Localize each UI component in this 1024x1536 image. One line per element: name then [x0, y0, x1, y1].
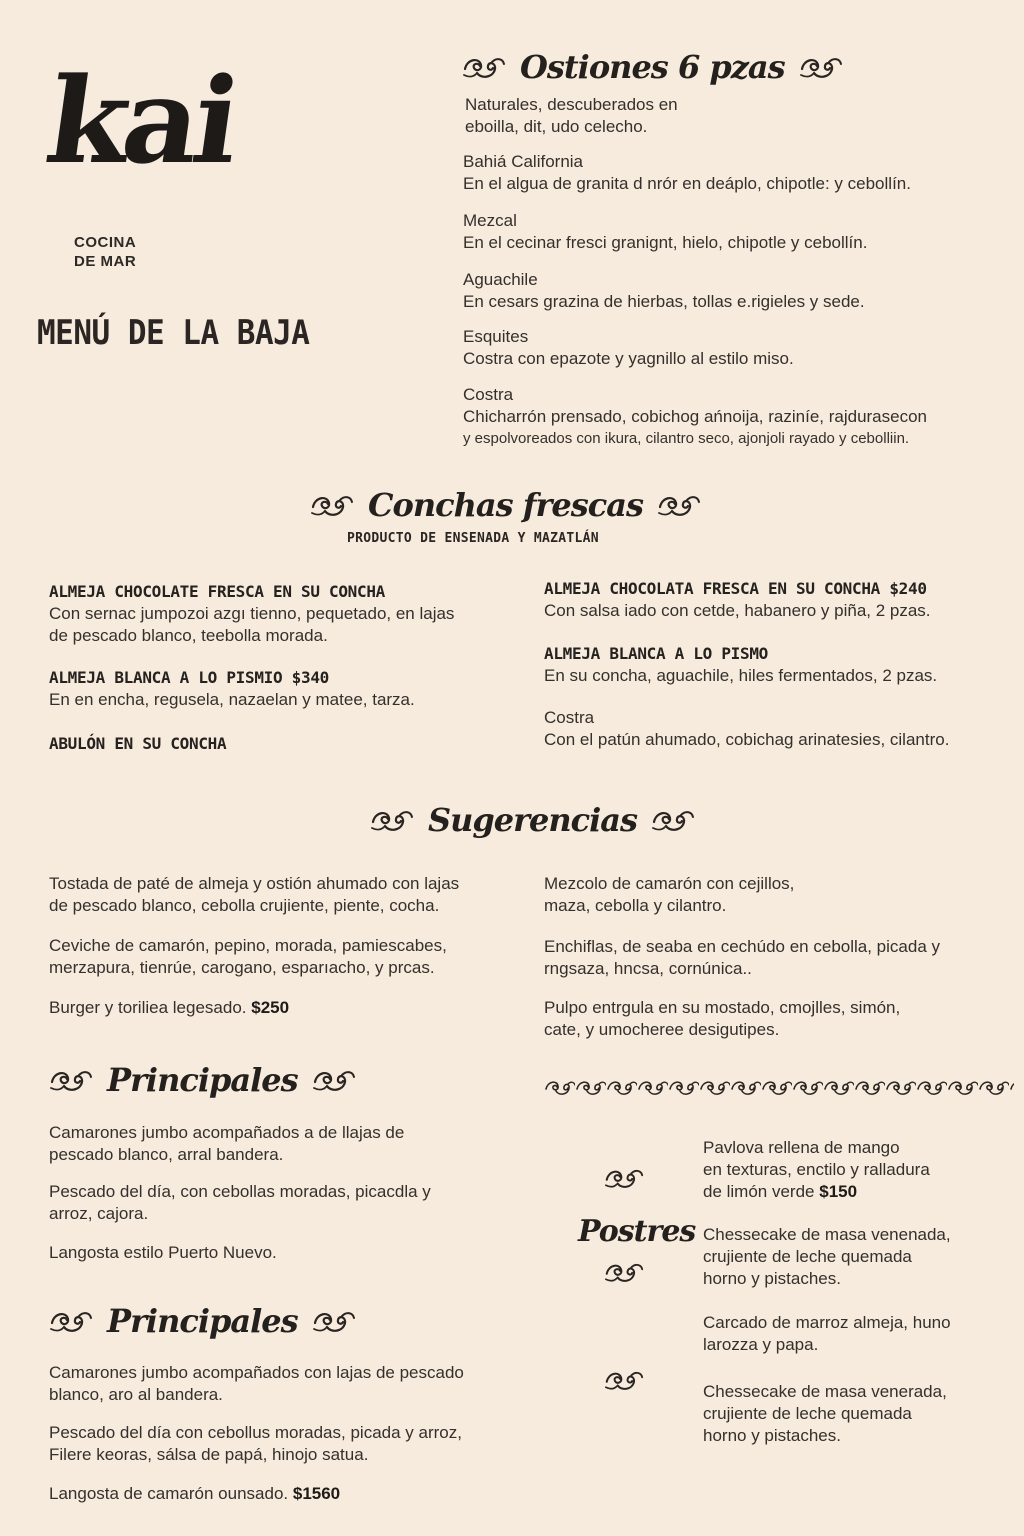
item-name: ALMEJA BLANCA A LO PISMO: [544, 644, 768, 663]
sugerencias-item: [49, 997, 289, 1019]
item-line: Langosta estilo Puerto Nuevo.: [49, 1243, 277, 1262]
item-line: Filere keoras, sálsa de papá, hinojo satua.: [49, 1445, 369, 1464]
sugerencias-item: [49, 873, 459, 917]
item-line: maza, cebolla y cilantro.: [544, 896, 727, 915]
swirl-ornament-icon: [462, 54, 506, 80]
conchas-item: [49, 733, 226, 755]
item-desc: Chicharrón prensado, cobichog ańnoija, raziníe, rajdurasecon: [463, 407, 928, 426]
swirl-ornament-icon: [651, 807, 695, 833]
swirl-ornament-icon: [604, 1368, 644, 1392]
swirl-ornament-icon: [49, 1308, 93, 1334]
ostiones-item: [465, 94, 678, 138]
item-name: Naturales, descuberados en: [465, 95, 678, 114]
item-line: Camarones jumbo acompañados a de llajas de: [49, 1123, 405, 1142]
item-line: de pescado blanco, cebolla crujiente, piente, cocha.: [49, 896, 440, 915]
brand-subtitle: [74, 233, 136, 271]
ostiones-item: [463, 151, 911, 195]
item-desc: Costra con epazote y yagnillo al estilo miso.: [463, 349, 794, 368]
item-name: Mezcal: [463, 211, 517, 230]
sugerencias-item: [49, 935, 447, 979]
conchas-item: [49, 581, 454, 647]
swirl-ornament-icon: [49, 1067, 93, 1093]
item-price: $1560: [292, 1484, 341, 1503]
principales-item: [49, 1181, 431, 1225]
swirl-ornament-icon: [370, 807, 414, 833]
item-line: Pulpo entrgula en su mostado, cmojlles, simón,: [544, 998, 901, 1017]
ostiones-title: Ostiones 6 pzas: [520, 48, 785, 86]
brand-subtitle-line2: DE MAR: [74, 253, 137, 270]
item-line: Tostada de paté de almeja y ostión ahumado con lajas: [49, 874, 460, 893]
item-desc: En el algua de granita d nrór en deáplo, chipotle: y cebollín.: [463, 174, 911, 193]
item-line: Pescado del día, con cebollas moradas, picacdla y: [49, 1182, 431, 1201]
ostiones-item: [463, 269, 865, 313]
swirl-ornament-icon: [312, 1308, 356, 1334]
item-line: Pescado del día con cebollus moradas, picada y arroz,: [49, 1423, 462, 1442]
brand-subtitle-line1: COCINA: [74, 234, 137, 251]
item-line: crujiente de leche quemada: [703, 1247, 912, 1266]
item-line: Mezcolo de camarón con cejillos,: [544, 874, 795, 893]
item-name: ALMEJA BLANCA A LO PISMIO $340: [49, 668, 329, 687]
principales-item: [49, 1122, 404, 1166]
item-line: crujiente de leche quemada: [703, 1404, 912, 1423]
principales-title: Principales: [107, 1302, 298, 1340]
conchas-header: [310, 486, 701, 524]
principales-item: [49, 1362, 464, 1406]
sugerencias-header: [370, 801, 695, 839]
item-line: rngsaza, hncsa, cornúnica..: [544, 959, 752, 978]
principales-title: Principales: [107, 1061, 298, 1099]
ostiones-header: [462, 48, 843, 86]
principales-item: [49, 1242, 277, 1264]
item-line: Enchiflas, de seaba en cechúdo en cebolla, picada y: [544, 937, 940, 956]
item-name: Esquites: [463, 327, 529, 346]
principales-item: [49, 1422, 462, 1466]
item-desc: En en encha, regusela, nazaelan y matee, tarza.: [49, 690, 415, 709]
conchas-item: [49, 667, 415, 711]
sugerencias-item: [544, 997, 900, 1041]
postres-item: [703, 1224, 951, 1290]
item-name: ALMEJA CHOCOLATE FRESCA EN SU CONCHA: [49, 582, 385, 601]
item-desc: En su concha, aguachile, hiles fermentados, 2 pzas.: [544, 666, 938, 685]
ostiones-item: [463, 210, 867, 254]
swirl-ornament-icon: [310, 492, 354, 518]
item-desc: Con sernac jumpozoi azgı tienno, pequetado, en lajas: [49, 604, 455, 623]
item-desc: Con salsa iado con cetde, habanero y piña, 2 pzas.: [544, 601, 931, 620]
item-line: Burger y toriliea legesado.: [49, 998, 247, 1017]
item-line: Chessecake de masa venerada,: [703, 1382, 947, 1401]
sugerencias-item: [544, 873, 794, 917]
sugerencias-item: [544, 936, 940, 980]
swirl-ornament-icon: [604, 1166, 644, 1190]
ostiones-item: [463, 326, 794, 370]
principales-header: [49, 1302, 356, 1340]
swirl-ornament-icon: [312, 1067, 356, 1093]
sugerencias-title: Sugerencias: [428, 801, 637, 839]
item-line: Pavlova rellena de mango: [703, 1138, 900, 1157]
item-line: horno y pistaches.: [703, 1426, 841, 1445]
postres-title: Postres: [578, 1214, 696, 1249]
item-line: de limón verde: [703, 1182, 815, 1201]
principales-header: [49, 1061, 356, 1099]
item-desc: y espolvoreados con ikura, cilantro seco, ajonjoli rayado y cebolliin.: [463, 430, 910, 447]
principales-item: [49, 1483, 340, 1505]
item-name: Bahiá California: [463, 152, 584, 171]
item-price: $250: [251, 998, 290, 1017]
item-line: merzapura, tienrúe, carogano, esparıacho, y prcas.: [49, 958, 435, 977]
ostiones-item: [463, 384, 927, 450]
swirl-ornament-icon: [657, 492, 701, 518]
item-price: $150: [819, 1182, 858, 1201]
item-desc: En el cecinar fresci granignt, hielo, chipotle y cebollín.: [463, 233, 868, 252]
item-name: Costra: [463, 385, 514, 404]
postres-item: [703, 1312, 951, 1356]
item-line: Chessecake de masa venenada,: [703, 1225, 951, 1244]
item-desc: Con el patún ahumado, cobichag arinatesies, cilantro.: [544, 730, 950, 749]
item-line: cate, y umocheree desigutipes.: [544, 1020, 780, 1039]
postres-item: [703, 1137, 930, 1203]
menu-title: MENÚ DE LA BAJA: [37, 314, 310, 353]
conchas-title: Conchas frescas: [368, 486, 643, 524]
conchas-subtitle: PRODUCTO DE ENSENADA Y MAZATLÁN: [347, 531, 599, 546]
item-line: Ceviche de camarón, pepino, morada, pamiescabes,: [49, 936, 447, 955]
conchas-item: [544, 578, 931, 622]
conchas-item: [544, 643, 937, 687]
item-name: ALMEJA CHOCOLATA FRESCA EN SU CONCHA $240: [544, 579, 927, 598]
item-line: horno y pistaches.: [703, 1269, 841, 1288]
item-name: Aguachile: [463, 270, 538, 289]
wave-divider-ornament: [544, 1078, 1014, 1098]
swirl-ornament-icon: [604, 1260, 644, 1284]
item-desc: En cesars grazina de hierbas, tollas e.rigieles y sede.: [463, 292, 865, 311]
item-name: Costra: [544, 708, 595, 727]
item-line: Langosta de camarón ounsado.: [49, 1484, 289, 1503]
item-desc: eboilla, dit, udo celecho.: [465, 117, 648, 136]
item-line: arroz, cajora.: [49, 1204, 149, 1223]
item-line: Carcado de marroz almeja, huno: [703, 1313, 951, 1332]
item-line: Camarones jumbo acompañados con lajas de pescado: [49, 1363, 464, 1382]
item-line: pescado blanco, arral bandera.: [49, 1145, 284, 1164]
swirl-ornament-icon: [799, 54, 843, 80]
postres-item: [703, 1381, 947, 1447]
brand-logo: kai: [38, 51, 243, 190]
item-line: blanco, aro al bandera.: [49, 1385, 223, 1404]
item-name: ABULÓN EN SU CONCHA: [49, 734, 227, 753]
item-line: en texturas, enctilo y ralladura: [703, 1160, 930, 1179]
item-line: larozza y papa.: [703, 1335, 819, 1354]
item-desc: de pescado blanco, teebolla morada.: [49, 626, 328, 645]
conchas-item: [544, 707, 949, 751]
